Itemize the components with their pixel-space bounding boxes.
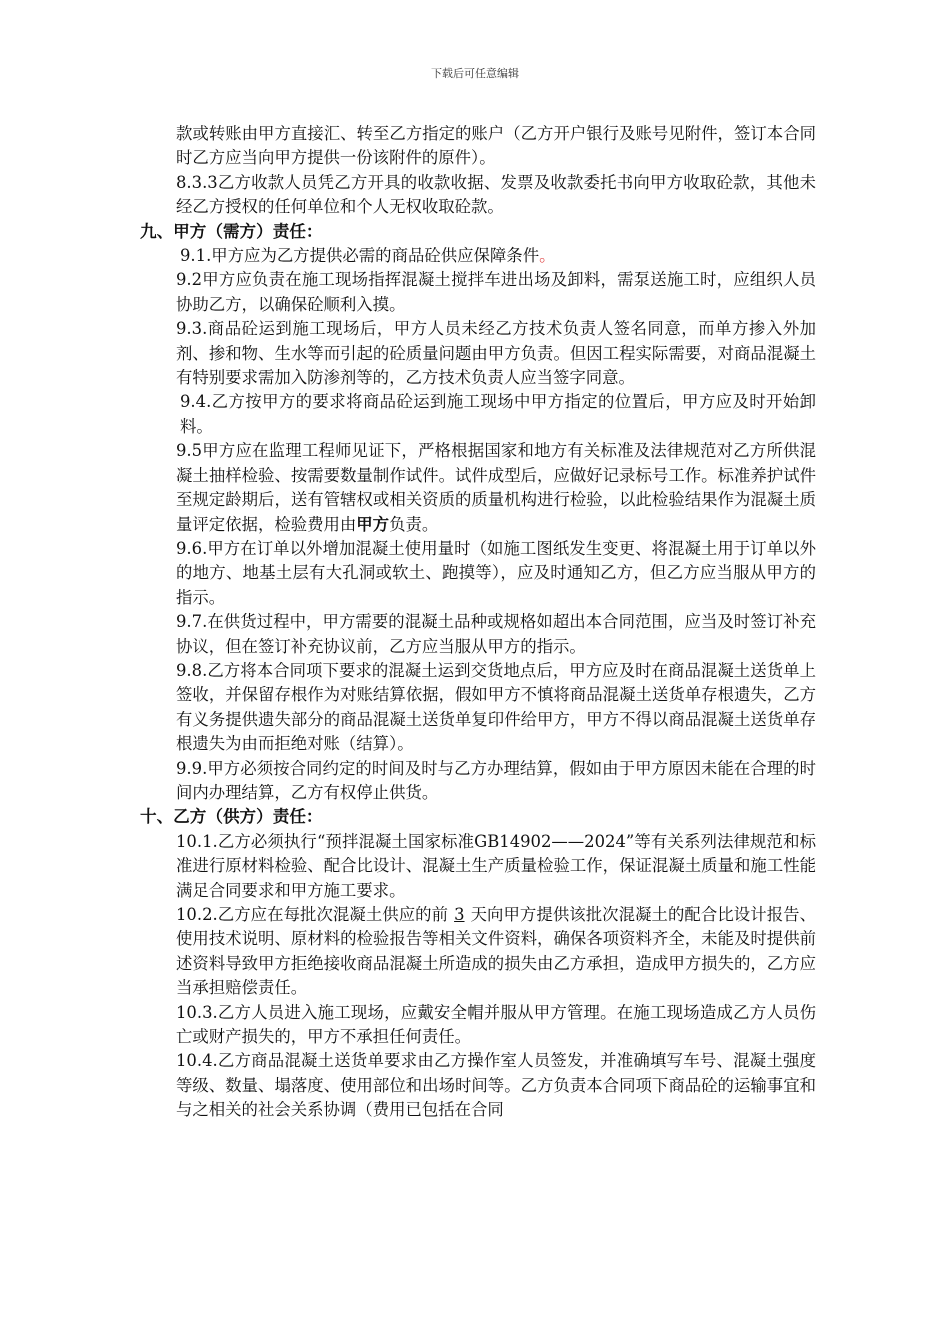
paragraph-9-1 <box>176 244 816 268</box>
paragraph-9-2: 9.2甲方应负责在施工现场指挥混凝土搅拌车进出场及卸料，需泵送施工时，应组织人员协助乙方，以确保砼顺利入摸。 <box>176 270 816 314</box>
paragraph-9-9: 9.9.甲方必须按合同约定的时间及时与乙方办理结算，假如由于甲方原因未能在合理的时间内办理结算，乙方有权停止供货。 <box>176 758 816 802</box>
paragraph-10-2-text: 10.2.乙方应在每批次混凝土供应的前 <box>176 905 449 924</box>
paragraph-9-5-end: 负责。 <box>389 514 439 534</box>
section-9-heading: 九、甲方（需方）责任： <box>140 221 323 241</box>
paragraph-10-2 <box>176 903 816 1001</box>
paragraph-8-3-2-continued: 款或转账由甲方直接汇、转至乙方指定的账户（乙方开户银行及账号见附件，签订本合同时乙方应当向甲方提供一份该附件的原件）。 <box>176 124 816 168</box>
paragraph-10-2-rest: 天向甲方提供该批次混凝土的配合比设计报告、使用技术说明、原材料的检验报告等相关文件资料，确保各项资料齐全，未能及时提供前述资料导致甲方拒绝接收商品混凝土所造成的损失由乙方承担，造成甲方损失的，乙方应当承担赔偿责任。 <box>176 905 816 998</box>
paragraph-10-2-days: 3 <box>454 905 465 924</box>
paragraph-10-3: 10.3.乙方人员进入施工现场，应戴安全帽并服从甲方管理。在施工现场造成乙方人员伤亡或财产损失的，甲方不承担任何责任。 <box>176 1002 816 1047</box>
paragraph-9-1-mark: 。 <box>539 246 556 266</box>
paragraph-10-4: 10.4.乙方商品混凝土送货单要求由乙方操作室人员签发，并准确填写车号、混凝土强度等级、数量、塌落度、使用部位和出场时间等。乙方负责本合同项下商品砼的运输事宜和与之相关的社会关系协调（费用已包括在合同 <box>176 1051 816 1120</box>
paragraph-9-6: 9.6.甲方在订单以外增加混凝土使用量时（如施工图纸发生变更、将混凝土用于订单以外的地方、地基土层有大孔洞或软土、跑摸等），应及时通知乙方，但乙方应当服从甲方的指示。 <box>176 538 816 607</box>
paragraph-9-5 <box>176 439 816 537</box>
paragraph-9-8: 9.8.乙方将本合同项下要求的混凝土运到交货地点后，甲方应及时在商品混凝土送货单上签收，并保留存根作为对账结算依据，假如甲方不慎将商品混凝土送货单存根遗失，乙方有义务提供遗失部分的商品混凝土送货单复印件给甲方，甲方不得以商品混凝土送货单存根遗失为由而拒绝对账（结算）。 <box>176 660 816 754</box>
paragraph-10-1: 10.1.乙方必须执行“预拌混凝土国家标准GB14902——2024”等有关系列法律规范和标准进行原材料检验、配合比设计、混凝土生产质量检验工作，保证混凝土质量和施工性能满足合同要求和甲方施工要求。 <box>176 831 816 900</box>
paragraph-9-5-bold: 甲方 <box>356 514 390 534</box>
paragraph-9-5-text: 9.5甲方应在监理工程师见证下，严格根据国家和地方有关标准及法律规范对乙方所供混凝土抽样检验、按需要数量制作试件。试件成型后，应做好记录标号工作。标准养护试件至规定龄期后，送有管辖权或相关资质的质量机构进行检验，以此检验结果作为混凝土质量评定依据，检验费用由 <box>176 441 816 534</box>
section-10-heading: 十、乙方（供方）责任： <box>140 807 323 827</box>
contract-body <box>140 122 816 1123</box>
paragraph-8-3-3: 8.3.3乙方收款人员凭乙方开具的收款收据、发票及收款委托书向甲方收取砼款，其他未经乙方授权的任何单位和个人无权收取砼款。 <box>176 172 816 217</box>
paragraph-9-4: 9.4.乙方按甲方的要求将商品砼运到施工现场中甲方指定的位置后，甲方应及时开始卸料。 <box>180 392 816 436</box>
page-header-note: 下载后可任意编辑 <box>431 67 519 80</box>
paragraph-9-1-text: 9.1.甲方应为乙方提供必需的商品砼供应保障条件 <box>180 246 540 266</box>
paragraph-9-3: 9.3.商品砼运到施工现场后，甲方人员未经乙方技术负责人签名同意，而单方掺入外加剂、掺和物、生水等而引起的砼质量问题由甲方负责。但因工程实际需要，对商品混凝土有特别要求需加入防渗剂等的，乙方技术负责人应当签字同意。 <box>176 319 816 388</box>
paragraph-9-7: 9.7.在供货过程中，甲方需要的混凝土品种或规格如超出本合同范围，应当及时签订补充协议，但在签订补充协议前，乙方应当服从甲方的指示。 <box>176 612 816 656</box>
